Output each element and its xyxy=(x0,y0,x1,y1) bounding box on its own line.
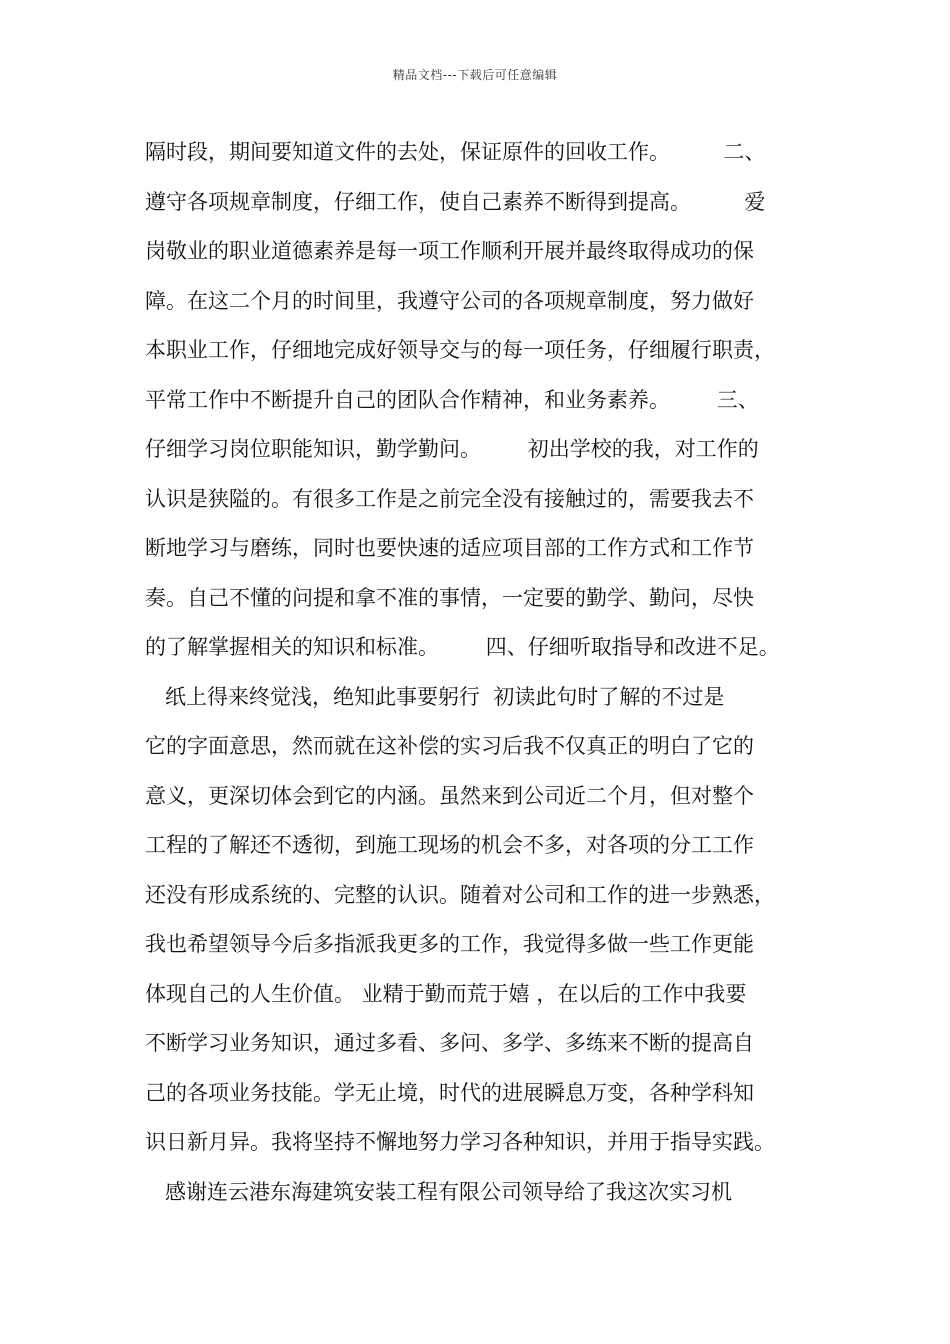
text-line: 认识是狭隘的。有很多工作是之前完全没有接触过的，需要我去不 xyxy=(145,486,754,511)
text-line: 体现自己的人生价值。 业精于勤而荒于嬉 ，在以后的工作中我要 xyxy=(145,981,747,1006)
page-header: 精品文档---下载后可任意编辑 xyxy=(392,68,558,82)
body-text xyxy=(145,128,825,1217)
text-line: 意义，更深切体会到它的内涵。虽然来到公司近二个月，但对整个 xyxy=(145,783,754,808)
text-line: 它的字面意思，然而就在这补偿的实习后我不仅真正的明白了它的 xyxy=(145,734,754,758)
text-line: 断地学习与磨练，同时也要快速的适应项目部的工作方式和工作节 xyxy=(145,536,754,560)
text-line: 己的各项业务技能。学无止境，时代的进展瞬息万变，各种学科知 xyxy=(145,1080,754,1105)
text-line: 识日新月异。我将坚持不懈地努力学习各种知识，并用于指导实践。 xyxy=(145,1130,775,1154)
text-line: 不断学习业务知识，通过多看、多问、多学、多练来不断的提高自 xyxy=(145,1031,754,1055)
text-line: 奏。自己不懂的问提和拿不准的事情，一定要的勤学、勤问，尽快 xyxy=(145,585,754,610)
text-line: 感谢连云港东海建筑安装工程有限公司领导给了我这次实习机 xyxy=(145,1179,733,1204)
text-line: 纸上得来终觉浅，绝知此事要躬行 初读此句时了解的不过是 xyxy=(145,684,725,709)
text-line: 隔时段，期间要知道文件的去处，保证原件的回收工作。 二、 xyxy=(145,140,766,164)
text-line: 的了解掌握相关的知识和标准。 四、仔细听取指导和改进不足。 xyxy=(145,635,780,659)
text-line: 我也希望领导今后多指派我更多的工作，我觉得多做一些工作更能 xyxy=(145,932,754,956)
text-line: 仔细学习岗位职能知识，勤学勤问。 初出学校的我，对工作的 xyxy=(145,437,759,461)
text-line: 工程的了解还不透彻，到施工现场的机会不多，对各项的分工工作 xyxy=(145,833,754,857)
text-line: 遵守各项规章制度，仔细工作，使自己素养不断得到提高。 爱 xyxy=(145,189,766,214)
text-line: 本职业工作，仔细地完成好领导交与的每一项任务，仔细履行职责， xyxy=(145,338,775,362)
text-line: 还没有形成系统的、完整的认识。随着对公司和工作的进一步熟悉， xyxy=(145,882,775,907)
text-line: 障。在这二个月的时间里，我遵守公司的各项规章制度，努力做好 xyxy=(145,288,754,313)
text-line: 平常工作中不断提升自己的团队合作精神，和业务素养。 三、 xyxy=(145,387,759,412)
text-line: 岗敬业的职业道德素养是每一项工作顺利开展并最终取得成功的保 xyxy=(145,239,754,263)
